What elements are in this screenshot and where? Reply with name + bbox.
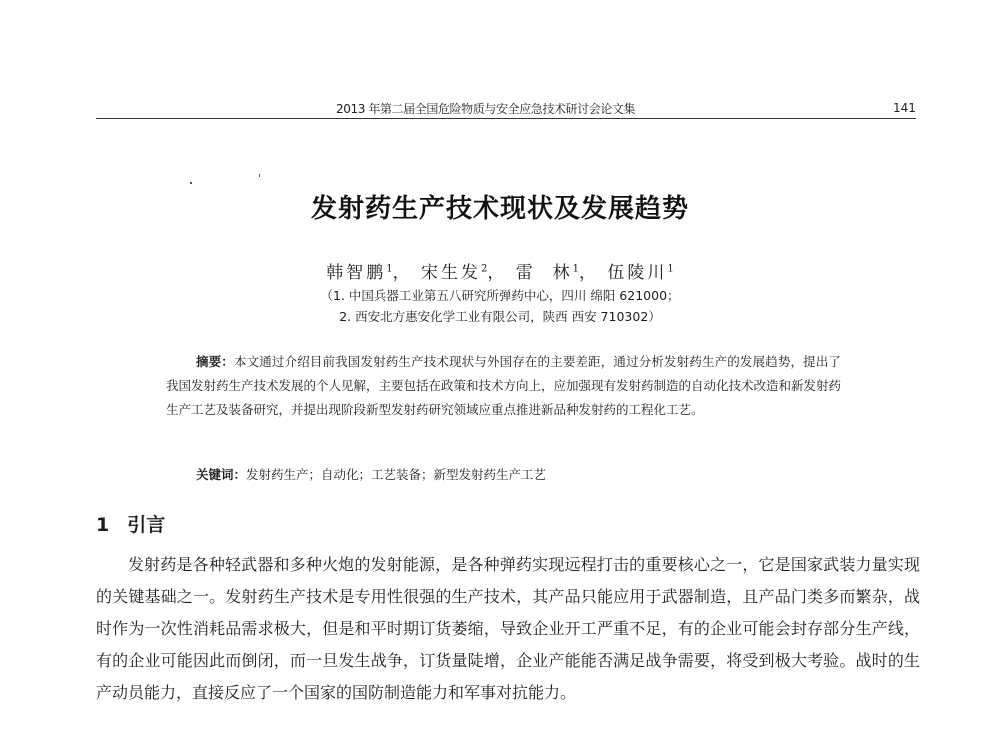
keywords <box>196 465 546 483</box>
scan-speck <box>190 182 192 184</box>
affiliation-2: 2. 西安北方惠安化学工业有限公司，陕西 西安 710302） <box>339 309 661 324</box>
abstract-text: 本文通过介绍目前我国发射药生产技术现状与外国存在的主要差距，通过分析发射药生产的发展趋势，提出了我国发射药生产技术发展的个人见解，主要包括在政策和技术方向上，应加强现有发射药制造的自动化技术改造和新发射药生产工艺及装备研究，并提出现阶段新型发射药研究领域应重点推进新品种发射药的工程化工艺。 <box>166 354 842 417</box>
author-name: 伍陵川 <box>607 263 668 283</box>
affiliation-1: （1. 中国兵器工业第五八研究所弹药中心，四川 绵阳 621000； <box>320 288 680 303</box>
keywords-text: 发射药生产；自动化；工艺装备；新型发射药生产工艺 <box>246 467 547 482</box>
author-affiliation-mark: 1 <box>667 263 674 275</box>
author-name: 雷 林 <box>515 263 573 283</box>
author-separator: ， <box>487 263 508 283</box>
keywords-label: 关键词： <box>196 467 247 482</box>
body-paragraph: 发射药是各种轻武器和多种火炮的发射能源，是各种弹药实现远程打击的重要核心之一，它是国家武装力量实现的关键基础之一。发射药生产技术是专用性很强的生产技术，其产品只能应用于武器制造，且产品门类多而繁杂，战时作为一次性消耗品需求极大，但是和平时期订货萎缩，导致企业开工严重不足，有的企业可能会封存部分生产线，有的企业可能因此而倒闭，而一旦发生战争，订货量陡增，企业产能能否满足战争需要，将受到极大考验。战时的生产动员能力，直接反应了一个国家的国防制造能力和军事对抗能力。 <box>96 555 920 702</box>
header-rule <box>96 118 916 119</box>
scan-speck <box>259 174 260 177</box>
page-number: 141 <box>893 101 916 115</box>
paper-title: 发射药生产技术现状及发展趋势 <box>310 194 689 224</box>
author-list <box>0 258 1000 283</box>
section-title: 引言 <box>127 514 166 536</box>
section-heading <box>96 510 165 537</box>
author-affiliation-mark: 1 <box>386 263 393 275</box>
author-name: 韩智鹏 <box>326 263 387 283</box>
author-separator: ， <box>392 263 413 283</box>
author-affiliation-mark: 1 <box>572 263 579 275</box>
abstract <box>166 350 841 422</box>
author-name: 宋生发 <box>421 263 482 283</box>
section-number: 1 <box>96 514 110 536</box>
author-separator: ， <box>578 263 599 283</box>
author-affiliation-mark: 2 <box>481 263 488 275</box>
abstract-label: 摘要： <box>196 354 234 369</box>
running-header-title: 2013 年第二届全国危险物质与安全应急技术研讨会论文集 <box>336 102 636 116</box>
